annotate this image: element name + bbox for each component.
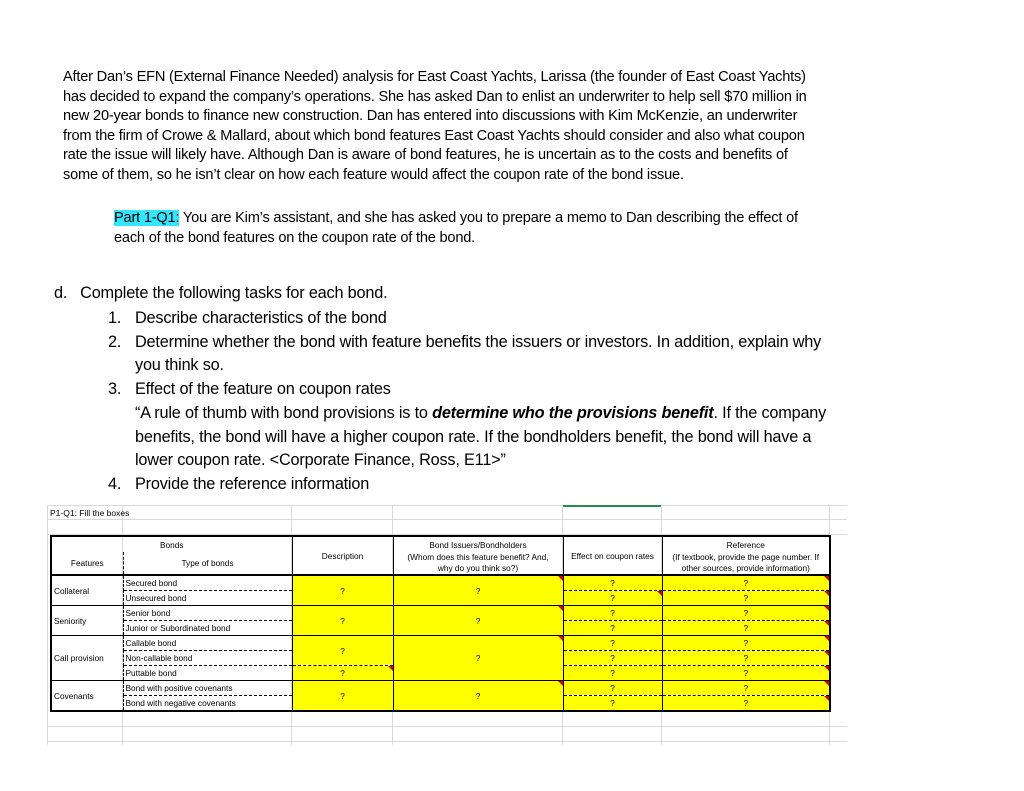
description-input[interactable]: ? xyxy=(292,606,393,636)
part-1-q1 xyxy=(114,209,814,248)
type-secured: Secured bond xyxy=(123,575,292,591)
type-puttable: Puttable bond xyxy=(123,666,292,681)
description-input[interactable]: ? xyxy=(292,681,393,712)
reference-input[interactable]: ? xyxy=(662,636,830,651)
description-input[interactable]: ? xyxy=(292,575,393,606)
issuers-input[interactable]: ? xyxy=(393,606,563,636)
rule-of-thumb-quote: “A rule of thumb with bond provisions is to determine who the provisions benefit. If the company benefits, the bond will have a higher coupon rate. If the bondholders benefit, the bond will have a lower coupon rate. <Corporate Finance, Ross, E11>” xyxy=(135,403,827,470)
task-item: 1. Describe characteristics of the bond xyxy=(108,309,387,327)
task-item: 3. Effect of the feature on coupon rates “A rule of thumb with bond provisions is to determine who the provisions benefit. If the company benefits, the bond will have a higher coupon rate. If the bondholders benefit, the bond will have a lower coupon rate. <Corporate Finance, Ross, E11>” xyxy=(108,378,828,473)
reference-input[interactable]: ? xyxy=(662,621,830,636)
issuers-input[interactable]: ? xyxy=(393,636,563,681)
issuers-input[interactable]: ? xyxy=(393,575,563,606)
task-item: 2. Determine whether the bond with feature benefits the issuers or investors. In addition, explain why you think so. xyxy=(108,332,822,375)
header-bonds: Bonds xyxy=(51,536,292,552)
feature-covenants: Covenants xyxy=(51,681,123,712)
effect-input[interactable]: ? xyxy=(563,696,662,712)
effect-input[interactable]: ? xyxy=(563,606,662,621)
reference-input[interactable]: ? xyxy=(662,651,830,666)
type-positive-covenants: Bond with positive covenants xyxy=(123,681,292,696)
part-text: You are Kim’s assistant, and she has asked you to prepare a memo to Dan describing the effect of each of the bond features on the coupon rate of the bond. xyxy=(114,210,798,246)
active-column-indicator xyxy=(563,505,661,507)
issuers-input[interactable]: ? xyxy=(393,681,563,712)
effect-input[interactable]: ? xyxy=(563,651,662,666)
reference-input[interactable]: ? xyxy=(662,696,830,712)
bond-features-table xyxy=(50,535,831,712)
task-list xyxy=(108,307,828,497)
task-item: 4. Provide the reference information xyxy=(108,474,370,493)
feature-call-provision: Call provision xyxy=(51,636,123,681)
effect-input[interactable]: ? xyxy=(563,621,662,636)
part-label-highlight: Part 1-Q1: xyxy=(114,210,180,226)
effect-input[interactable]: ? xyxy=(563,636,662,651)
reference-input[interactable]: ? xyxy=(662,575,830,591)
type-junior: Junior or Subordinated bond xyxy=(123,621,292,636)
description-input[interactable]: ? xyxy=(292,666,393,681)
header-description: Description xyxy=(292,536,393,574)
feature-collateral: Collateral xyxy=(51,575,123,606)
task-heading: d. Complete the following tasks for each bond. xyxy=(54,284,388,302)
effect-input[interactable]: ? xyxy=(563,575,662,591)
reference-input[interactable]: ? xyxy=(662,591,830,606)
header-type: Type of bonds xyxy=(123,552,292,574)
spreadsheet xyxy=(47,505,847,745)
type-negative-covenants: Bond with negative covenants xyxy=(123,696,292,712)
effect-input[interactable]: ? xyxy=(563,681,662,696)
feature-seniority: Seniority xyxy=(51,606,123,636)
effect-input[interactable]: ? xyxy=(563,591,662,606)
type-unsecured: Unsecured bond xyxy=(123,591,292,606)
reference-input[interactable]: ? xyxy=(662,666,830,681)
header-effect: Effect on coupon rates xyxy=(563,536,662,574)
description-input[interactable]: ? xyxy=(292,636,393,666)
effect-input[interactable]: ? xyxy=(563,666,662,681)
sheet-title: P1-Q1: Fill the boxes xyxy=(50,508,130,518)
reference-input[interactable]: ? xyxy=(662,606,830,621)
reference-input[interactable]: ? xyxy=(662,681,830,696)
type-non-callable: Non-callable bond xyxy=(123,651,292,666)
type-senior: Senior bond xyxy=(123,606,292,621)
type-callable: Callable bond xyxy=(123,636,292,651)
header-reference-detail: (If textbook, provide the page number. If other sources, provide information) xyxy=(672,552,820,573)
header-issuers: Bond Issuers/Bondholders xyxy=(393,536,563,552)
header-reference: Reference xyxy=(726,539,765,550)
intro-paragraph: After Dan’s EFN (External Finance Needed) analysis for East Coast Yachts, Larissa (the founder of East Coast Yachts) has decided to expand the company’s operations. She has asked Dan to enlist an underwriter to help sell $70 million in new 20-year bonds to finance new construction. Dan has entered into discussions with Kim McKenzie, an underwriter from the firm of Crowe & Mallard, about which bond features East Coast Yachts should consider and also what coupon rate the issue will likely have. Although Dan is aware of bond features, he is uncertain as to the costs and benefits of some of them, so he isn’t clear on how each feature would affect the coupon rate of the bond issue. xyxy=(63,69,807,183)
header-issuers-detail: (Whom does this feature benefit? And, why do you think so?) xyxy=(393,552,563,574)
header-features: Features xyxy=(51,552,123,574)
